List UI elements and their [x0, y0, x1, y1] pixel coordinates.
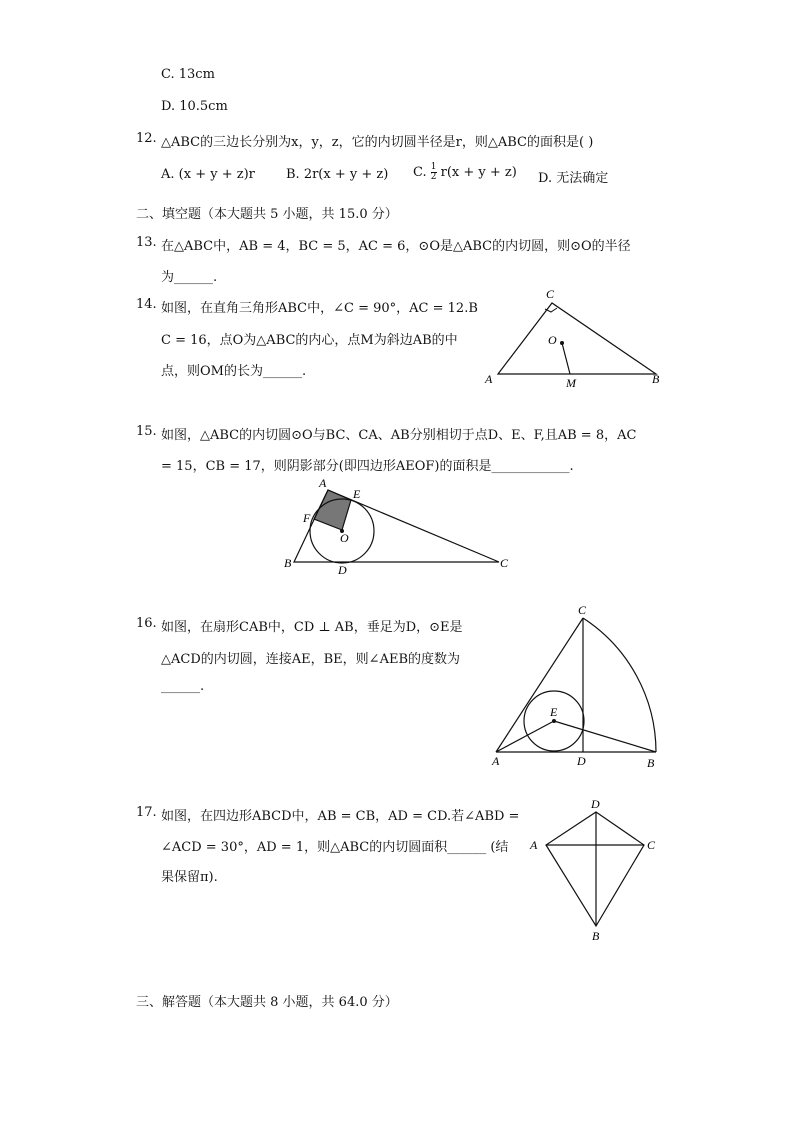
q15-label-a: A [319, 476, 327, 490]
q15-label-d: D [338, 563, 347, 576]
q14-label-o: O [548, 333, 557, 347]
q15-label-f: F [303, 511, 311, 525]
q14-triangle [498, 303, 656, 374]
q16-segment-ac [496, 618, 583, 752]
q12-option-d: D. 无法确定 [538, 171, 609, 186]
q12-option-c [413, 163, 517, 182]
q15-shaded-quadrilateral [314, 490, 351, 530]
q14-right-angle-mark [545, 308, 557, 312]
q14-number: 14. [136, 297, 157, 312]
q12-option-b: B. 2r(x + y + z) [286, 167, 389, 182]
q16-line-1: 如图，在扇形CAB中，CD ⊥ AB，垂足为D，⊙E是 [161, 620, 463, 635]
q12-number: 12. [136, 131, 157, 146]
q13-line-2: 为______. [161, 270, 218, 285]
q12-option-c-prefix: C. [413, 165, 427, 180]
q12-option-c-rest: r(x + y + z) [440, 165, 517, 180]
q16-number: 16. [136, 616, 157, 631]
q16-label-e: E [550, 705, 558, 719]
q12-stem: △ABC的三边长分别为x，y，z，它的内切圆半径是r，则△ABC的面积是( ) [161, 135, 594, 150]
q12-fraction [431, 163, 437, 182]
q14-label-m: M [566, 376, 576, 390]
q16-arc-cb [583, 618, 656, 752]
q14-line-1: 如图，在直角三角形ABC中，∠C = 90°，AC = 12.B [161, 301, 478, 316]
q14-line-2: C = 16，点O为△ABC的内心，点M为斜边AB的中 [161, 333, 458, 348]
q14-line-3: 点，则OM的长为______. [161, 364, 307, 379]
q16-label-a: A [492, 754, 500, 768]
q17-line-3: 果保留π). [161, 870, 218, 885]
q17-label-b: B [592, 929, 600, 943]
q14-label-a: A [485, 372, 493, 386]
q15-figure [280, 476, 520, 576]
q13-line-1: 在△ABC中，AB = 4，BC = 5，AC = 6，⊙O是△ABC的内切圆，则⊙O的半径 [161, 239, 631, 254]
q11-option-d: D. 10.5cm [161, 99, 228, 114]
q17-label-a: A [530, 838, 538, 852]
q17-line-1: 如图，在四边形ABCD中，AB = CB，AD = CD.若∠ABD = [161, 809, 520, 824]
q12-option-a: A. (x + y + z)r [161, 167, 255, 182]
q15-label-b: B [284, 556, 292, 570]
q14-segment-om [562, 343, 570, 374]
q17-figure [524, 795, 664, 945]
q16-line-3: ______. [161, 679, 205, 694]
q11-option-c: C. 13cm [161, 67, 215, 82]
q16-figure [484, 602, 674, 774]
q15-line-2: = 15，CB = 17，则阴影部分(即四边形AEOF)的面积是____________. [161, 459, 574, 474]
q13-number: 13. [136, 235, 157, 250]
q17-quadrilateral [546, 812, 644, 926]
q12-fraction-numerator: 1 [430, 162, 437, 172]
q15-label-c: C [500, 556, 509, 570]
q16-label-b: B [647, 756, 655, 770]
q16-line-2: △ACD的内切圆，连接AE，BE，则∠AEB的度数为 [161, 652, 461, 667]
q17-label-d: D [591, 797, 600, 811]
q17-label-c: C [647, 838, 656, 852]
q14-figure [480, 285, 670, 395]
q14-point-o [560, 341, 564, 345]
q16-segment-ae [496, 721, 554, 752]
q16-label-c: C [578, 603, 587, 617]
section-3-heading: 三、解答题（本大题共 8 小题，共 64.0 分） [136, 995, 398, 1010]
q17-number: 17. [136, 805, 157, 820]
q16-label-d: D [577, 754, 586, 768]
q15-number: 15. [136, 424, 157, 439]
section-2-heading: 二、填空题（本大题共 5 小题，共 15.0 分） [136, 207, 398, 222]
q14-label-b: B [652, 372, 660, 386]
q15-line-1: 如图，△ABC的内切圆⊙O与BC、CA、AB分别相切于点D、E、F,且AB = 8，AC [161, 428, 637, 443]
q15-label-e: E [353, 487, 361, 501]
q16-point-e [552, 719, 556, 723]
q14-label-c: C [546, 287, 555, 301]
q17-line-2: ∠ACD = 30°，AD = 1，则△ABC的内切圆面积______ (结 [161, 840, 509, 855]
q12-fraction-denominator: 2 [430, 172, 437, 182]
q15-label-o: O [340, 531, 349, 545]
